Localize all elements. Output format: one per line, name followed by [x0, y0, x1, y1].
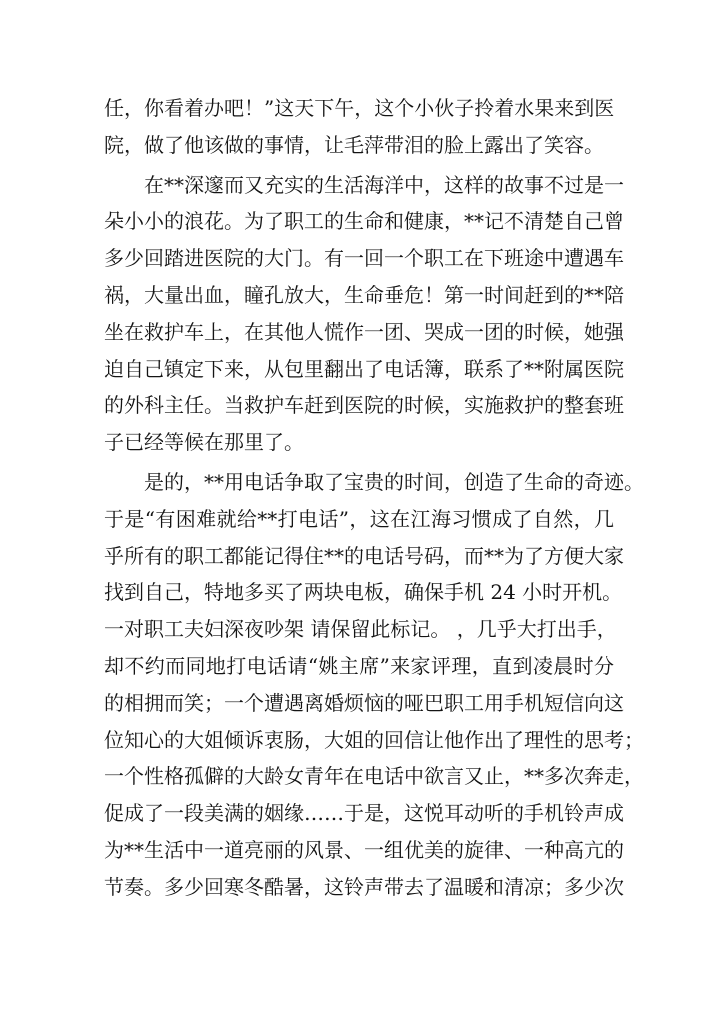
text-line: 多少回踏进医院的大门。有一回一个职工在下班途中遭遇车 [104, 246, 624, 271]
text-line: 祸，大量出血，瞳孔放大，生命垂危！第一时间赶到的**陪 [104, 282, 624, 307]
paragraph-3 [104, 464, 644, 906]
text-line: 在**深邃而又充实的生活海洋中，这样的故事不过是一 [144, 172, 624, 197]
text-line: 任，你看着办吧！”这天下午，这个小伙子拎着水果来到医 [104, 96, 615, 120]
text-line: 一对职工夫妇深夜吵架 请保留此标记。 ，几乎大打出手， [104, 617, 617, 642]
text-line: 的外科主任。当救护车赶到医院的时候，实施救护的整套班 [104, 393, 624, 418]
text-line: 促成了一段美满的姻缘……于是，这悦耳动听的手机铃声成 [104, 801, 624, 826]
text-line: 院，做了他该做的事情，让毛萍带泪的脸上露出了笑容。 [104, 132, 604, 157]
text-line: 为**生活中一道亮丽的风景、一组优美的旋律、一种高亢的 [104, 837, 624, 862]
paragraph-1 [104, 90, 614, 164]
text-line: 乎所有的职工都能记得住**的电话号码，而**为了方便大家 [104, 543, 624, 568]
text-line: 是的，**用电话争取了宝贵的时间，创造了生命的奇迹。 [144, 469, 644, 494]
text-line: 于是“有困难就给**打电话”，这在江海习惯成了自然，几 [104, 506, 614, 531]
paragraph-2 [104, 167, 624, 461]
text-line: 却不约而同地打电话请“姚主席”来家评理，直到凌晨时分 [104, 653, 614, 678]
text-line: 坐在救护车上，在其他人慌作一团、哭成一团的时候，她强 [104, 319, 624, 344]
text-line: 找到自己，特地多买了两块电板，确保手机 24 小时开机。 [104, 580, 623, 605]
text-line: 子已经等候在那里了。 [104, 430, 304, 455]
text-line: 朵小小的浪花。为了职工的生命和健康，**记不清楚自己曾 [104, 209, 624, 234]
text-line: 节奏。多少回寒冬酷暑，这铃声带去了温暖和清凉；多少次 [104, 874, 624, 899]
text-line: 的相拥而笑；一个遭遇离婚烦恼的哑巴职工用手机短信向这 [104, 690, 624, 715]
text-line: 位知心的大姐倾诉衷肠，大姐的回信让他作出了理性的思考； [104, 727, 644, 752]
text-line: 迫自己镇定下来，从包里翻出了电话簿，联系了**附属医院 [104, 356, 624, 381]
text-line: 一个性格孤僻的大龄女青年在电话中欲言又止，**多次奔走， [104, 764, 644, 789]
body-text [104, 90, 644, 906]
